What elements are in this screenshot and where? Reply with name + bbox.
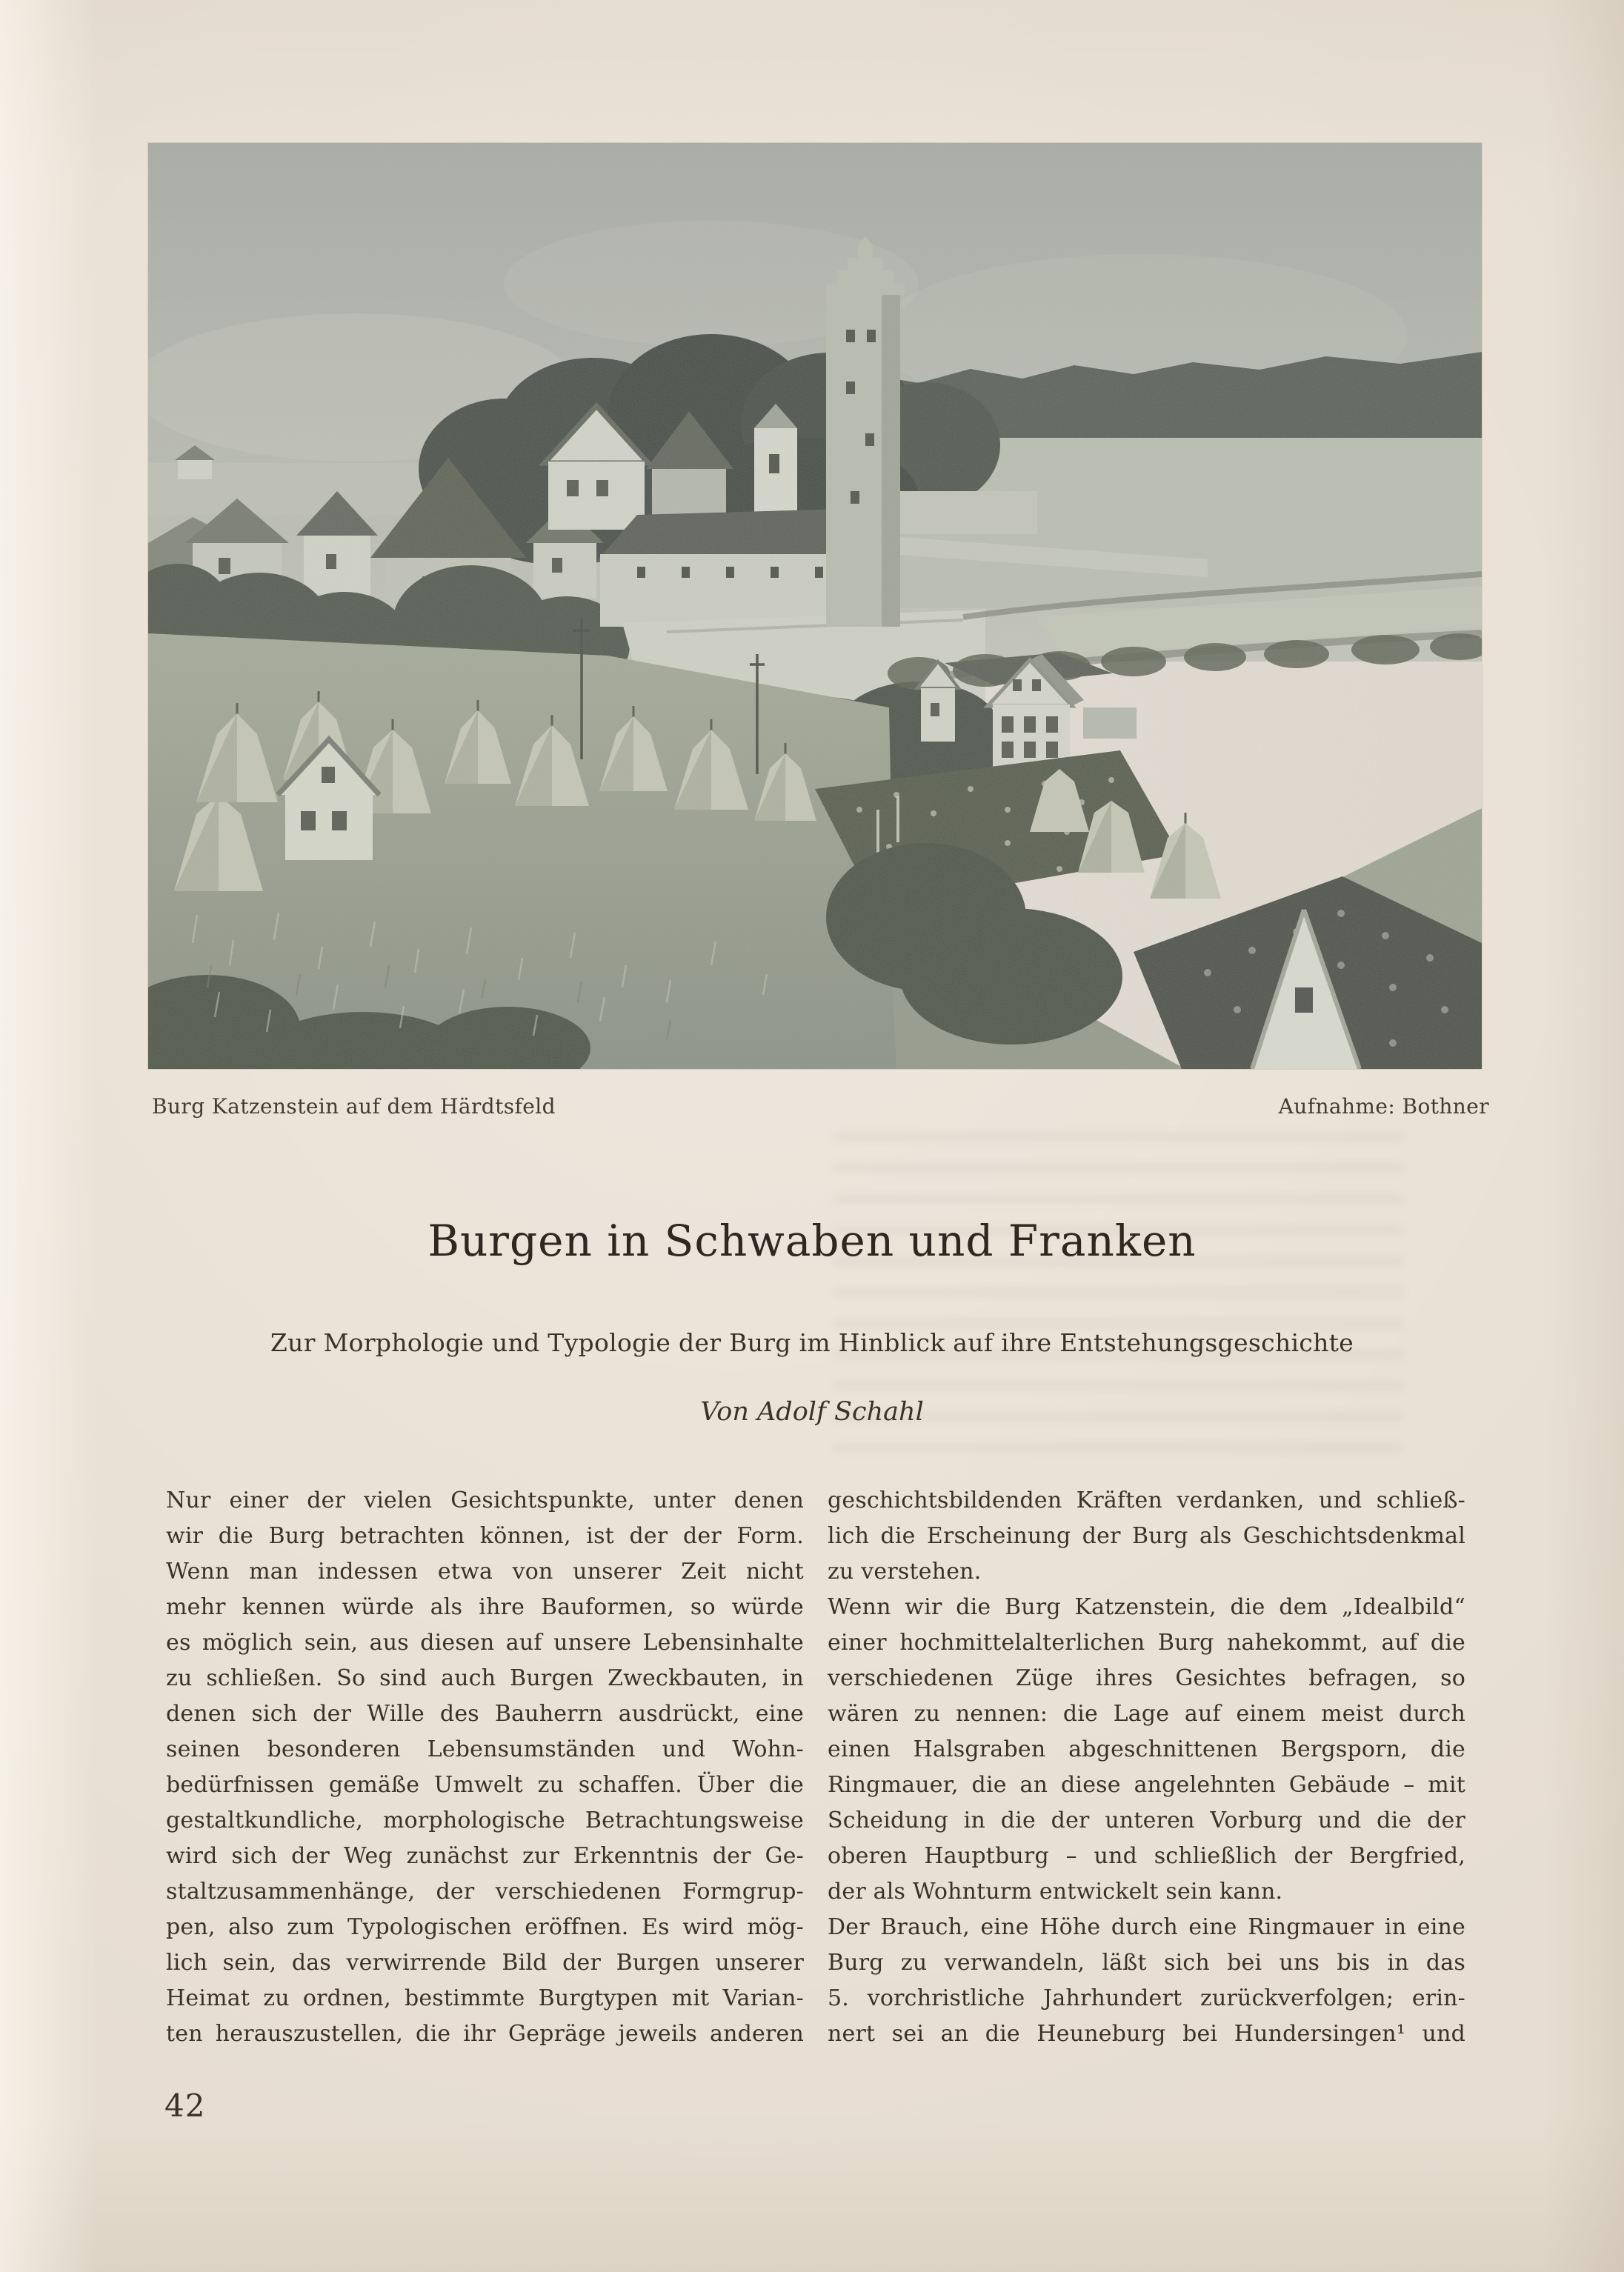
text-line: es möglich sein, aus diesen auf unsere Lebensinhalte [166,1630,804,1656]
article-title: Burgen in Schwaben und Franken [427,1216,1197,1266]
text-line: seinen besonderen Lebensumständen und Wohn- [166,1736,804,1762]
text-line: Nur einer der vielen Gesichtspunkte, unter denen [166,1488,804,1513]
text-line: ten herauszustellen, die ihr Gepräge jeweils anderen [166,2021,804,2047]
text-line: Ringmauer, die an diese angelehnten Gebäude – mit [828,1772,1465,1798]
photo-figure [148,143,1482,1069]
right-column [828,1483,1465,2052]
left-column [166,1483,804,2052]
photo-caption: Burg Katzenstein auf dem Härdtsfeld [152,1094,556,1119]
text-line: verschiedenen Züge ihres Gesichtes befragen, so [828,1665,1465,1691]
text-line: lich die Erscheinung der Burg als Geschichtsdenkmal [828,1523,1465,1549]
text-line: der als Wohnturm entwickelt sein kann. [828,1879,1283,1905]
text-line: wären zu nennen: die Lage auf einem meist durch [828,1701,1465,1727]
text-line: zu schließen. So sind auch Burgen Zweckbauten, in [166,1665,804,1691]
text-line: staltzusammenhänge, der verschiedenen Formgrup- [166,1879,804,1905]
text-line: lich sein, das verwirrende Bild der Burgen unserer [166,1950,804,1976]
text-line: Heimat zu ordnen, bestimmte Burgtypen mit Varian- [166,1985,804,2011]
text-line: pen, also zum Typologischen eröffnen. Es wird mög- [166,1914,804,1940]
photo-credit: Aufnahme: Bothner [1278,1094,1489,1119]
text-line: Burg zu verwandeln, läßt sich bei uns bis in das [828,1950,1465,1976]
text-line: denen sich der Wille des Bauherrn ausdrückt, eine [166,1701,804,1727]
article-byline: Von Adolf Schahl [700,1397,924,1427]
text-line: Der Brauch, eine Höhe durch eine Ringmauer in eine [828,1914,1465,1940]
text-line: gestaltkundliche, morphologische Betrachtungsweise [166,1808,804,1833]
text-line: bedürfnissen gemäße Umwelt zu schaffen. Über die [166,1772,804,1798]
text-line: Wenn wir die Burg Katzenstein, die dem „Idealbild“ [828,1594,1465,1620]
article-body [166,1483,1465,2052]
article-subtitle: Zur Morphologie und Typologie der Burg im Hinblick auf ihre Entstehungsgeschichte [270,1328,1354,1357]
text-line: Scheidung in die der unteren Vorburg und die der [828,1808,1465,1833]
page-number: 42 [164,2088,206,2124]
text-line: geschichtsbildenden Kräften verdanken, und schließ- [828,1488,1465,1513]
text-line: einer hochmittelalterlichen Burg nahekommt, auf die [828,1630,1465,1656]
text-line: oberen Hauptburg – und schließlich der Bergfried, [828,1843,1465,1869]
text-line: einen Halsgraben abgeschnittenen Bergsporn, die [828,1736,1465,1762]
text-line: nert sei an die Heuneburg bei Hundersingen¹ und [828,2021,1465,2047]
text-line: zu verstehen. [828,1559,982,1585]
text-line: wird sich der Weg zunächst zur Erkenntnis der Ge- [166,1843,804,1869]
text-line: Wenn man indessen etwa von unserer Zeit nicht [166,1559,804,1585]
text-line: wir die Burg betrachten können, ist der der Form. [166,1523,804,1549]
text-line: 5. vorchristliche Jahrhundert zurückverfolgen; erin- [828,1985,1465,2011]
castle-landscape-photo-illustration [148,143,1482,1069]
text-line: mehr kennen würde als ihre Bauformen, so würde [166,1594,804,1620]
photo-caption-row [152,1094,1489,1119]
